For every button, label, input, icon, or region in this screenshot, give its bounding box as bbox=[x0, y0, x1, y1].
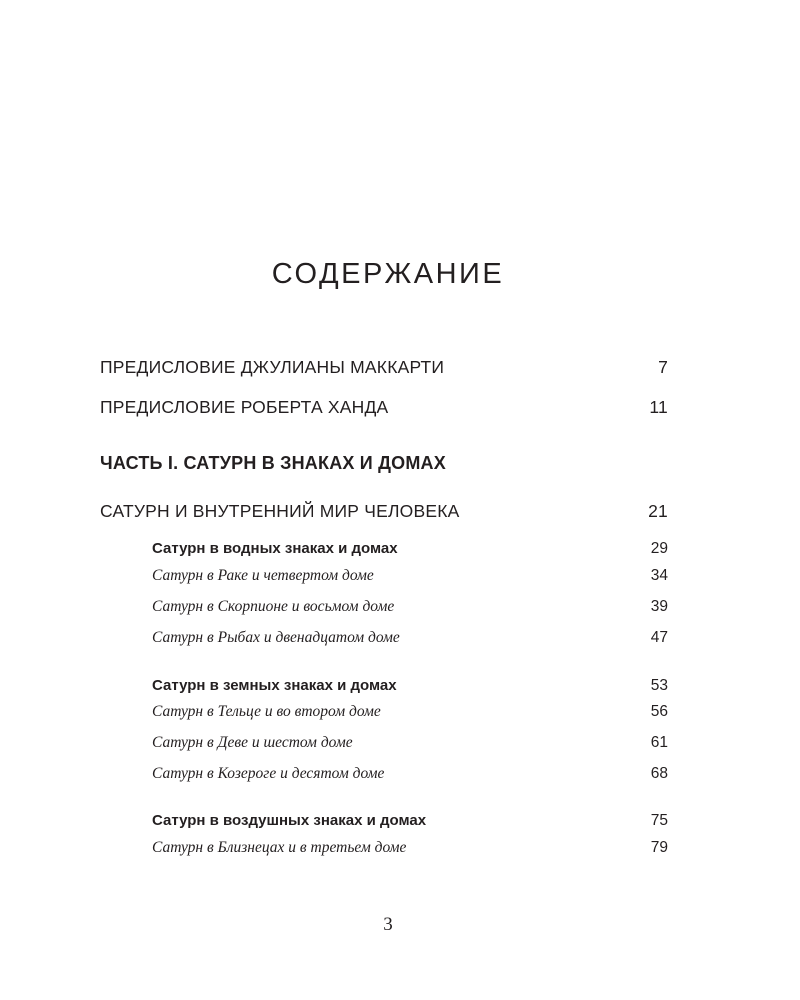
toc-entry-page: 11 bbox=[649, 397, 668, 417]
toc-item-title: Сатурн в Близнецах и в третьем доме bbox=[152, 839, 407, 856]
toc-part-heading bbox=[100, 453, 668, 479]
toc-group-title: Сатурн в земных знаках и домах bbox=[152, 677, 397, 694]
toc-group-page: 75 bbox=[650, 812, 668, 829]
toc-item-page: 47 bbox=[650, 629, 668, 646]
toc-item-title: Сатурн в Деве и шестом доме bbox=[152, 734, 353, 751]
toc-item-page: 39 bbox=[650, 598, 668, 615]
toc-item bbox=[152, 703, 668, 729]
toc-item-title: Сатурн в Козероге и десятом доме bbox=[152, 765, 385, 782]
toc-item-page: 56 bbox=[650, 703, 668, 720]
page-title: СОДЕРЖАНИЕ bbox=[271, 258, 505, 290]
toc-entry bbox=[100, 501, 668, 527]
toc-part-title: ЧАСТЬ I. САТУРН В ЗНАКАХ И ДОМАХ bbox=[100, 453, 446, 473]
toc-group-page: 53 bbox=[650, 677, 668, 694]
toc-entry-title: ПРЕДИСЛОВИЕ РОБЕРТА ХАНДА bbox=[100, 397, 389, 417]
toc-group-heading bbox=[152, 540, 668, 566]
toc-group-title: Сатурн в водных знаках и домах bbox=[152, 540, 398, 557]
toc-item-title: Сатурн в Раке и четвертом доме bbox=[152, 567, 374, 584]
toc-item bbox=[152, 734, 668, 760]
toc-item-page: 61 bbox=[650, 734, 668, 751]
page-number: 3 bbox=[383, 914, 393, 935]
toc-group-title: Сатурн в воздушных знаках и домах bbox=[152, 812, 427, 829]
toc-item bbox=[152, 839, 668, 865]
toc-entry-title: САТУРН И ВНУТРЕННИЙ МИР ЧЕЛОВЕКА bbox=[100, 501, 460, 521]
toc-item-title: Сатурн в Тельце и во втором доме bbox=[152, 703, 381, 720]
toc-item-page: 68 bbox=[650, 765, 668, 782]
toc-item-title: Сатурн в Рыбах и двенадцатом доме bbox=[152, 629, 400, 646]
toc-entry-page: 21 bbox=[648, 501, 668, 521]
toc-item bbox=[152, 629, 668, 655]
toc-group-heading bbox=[152, 812, 668, 838]
toc-entry-page: 7 bbox=[658, 357, 668, 377]
toc-group-heading bbox=[152, 677, 668, 703]
toc-item bbox=[152, 598, 668, 624]
toc-entry bbox=[100, 357, 668, 383]
toc-item bbox=[152, 765, 668, 791]
toc-item-page: 34 bbox=[650, 567, 668, 584]
toc-item-title: Сатурн в Скорпионе и восьмом доме bbox=[152, 598, 395, 615]
toc-item-page: 79 bbox=[650, 839, 668, 856]
toc-item bbox=[152, 567, 668, 593]
toc-group-page: 29 bbox=[650, 540, 668, 557]
toc-entry-title: ПРЕДИСЛОВИЕ ДЖУЛИАНЫ МАККАРТИ bbox=[100, 357, 445, 377]
toc-entry bbox=[100, 397, 668, 423]
